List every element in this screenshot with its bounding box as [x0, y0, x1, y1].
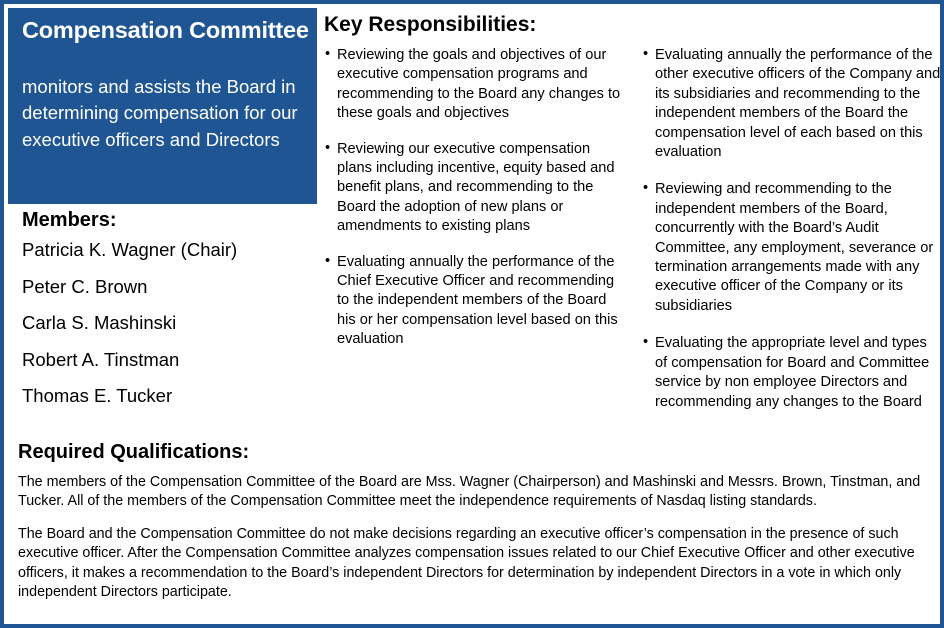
key-responsibilities-heading: Key Responsibilities: — [324, 13, 537, 36]
bullet-icon: • — [325, 139, 331, 156]
list-item — [324, 140, 624, 237]
list-item: Robert A. Tinstman — [22, 348, 180, 370]
list-item: Thomas E. Tucker — [22, 385, 173, 406]
required-qualifications-heading: Required Qualifications: — [18, 441, 250, 463]
qualifications-paragraph: The members of the Compensation Committee of the Board are Mss. Wagner (Chairperson) and Mashinski and Messrs. Brown, Tinstman, and Tucker. All of the members of the Compensation Committee meet the independence requirements of Nasdaq listing standards. — [18, 474, 921, 510]
responsibilities-list-right — [642, 46, 942, 412]
list-item-text: Evaluating the appropriate level and types of compensation for Board and Committee service by non employee Directors and recommending any changes to the Board — [655, 335, 930, 410]
list-item — [324, 46, 624, 124]
key-responsibilities-columns — [324, 46, 942, 412]
required-qualifications-section — [18, 441, 934, 603]
list-item-text: Evaluating annually the performance of the other executive officers of the Company and its subsidiaries and recommending to the independent members of the Board the compensation level of each based on this evaluation — [655, 47, 941, 161]
bullet-icon: • — [643, 180, 649, 197]
responsibilities-column-right — [642, 46, 942, 412]
list-item: Patricia K. Wagner (Chair) — [22, 239, 238, 260]
members-heading: Members: — [22, 209, 117, 231]
bullet-icon: • — [643, 334, 649, 351]
list-item-text: Reviewing and recommending to the independent members of the Board, concurrently with the Board’s Audit Committee, any employment, severance or termination arrangements made with any executive officer of the Company or its subsidiaries — [655, 181, 934, 314]
list-item-text: Reviewing our executive compensation plans including incentive, equity based and benefit plans, and recommending to the Board the adoption of new plans or amendments to existing plans — [337, 140, 615, 235]
responsibilities-list-left — [324, 46, 624, 350]
bullet-icon: • — [325, 46, 331, 62]
list-item-text: Evaluating annually the performance of the Chief Executive Officer and recommending to the independent members of the Board his or her compensation level based on this evaluation — [337, 253, 618, 348]
bullet-icon: • — [325, 252, 331, 269]
list-item-text: Reviewing the goals and objectives of our executive compensation programs and recommending to the Board any changes to these goals and objectives — [337, 47, 621, 122]
responsibilities-column-left — [324, 46, 624, 412]
list-item: Carla S. Mashinski — [22, 312, 177, 333]
qualifications-paragraph: The Board and the Compensation Committee do not make decisions regarding an executive officer’s compensation in the presence of such executive officer. After the Compensation Committee analyzes compensation issues related to our Chief Executive Officer and other executive officers, it makes a recommendation to the Board’s independent Directors for determination by independent Directors in a vote in which only independent Directors participate. — [18, 525, 915, 601]
bullet-icon: • — [643, 46, 649, 62]
list-item — [324, 253, 624, 350]
members-section — [8, 209, 317, 424]
committee-title: Compensation Committee — [22, 17, 309, 43]
list-item — [642, 46, 942, 162]
members-list — [22, 241, 303, 424]
committee-header-block — [8, 8, 317, 204]
list-item — [642, 334, 942, 412]
list-item — [642, 180, 942, 316]
committee-subtitle: monitors and assists the Board in determining compensation for our executive officers and Directors — [22, 75, 298, 151]
key-responsibilities-section — [324, 13, 942, 412]
list-item: Peter C. Brown — [22, 275, 148, 297]
